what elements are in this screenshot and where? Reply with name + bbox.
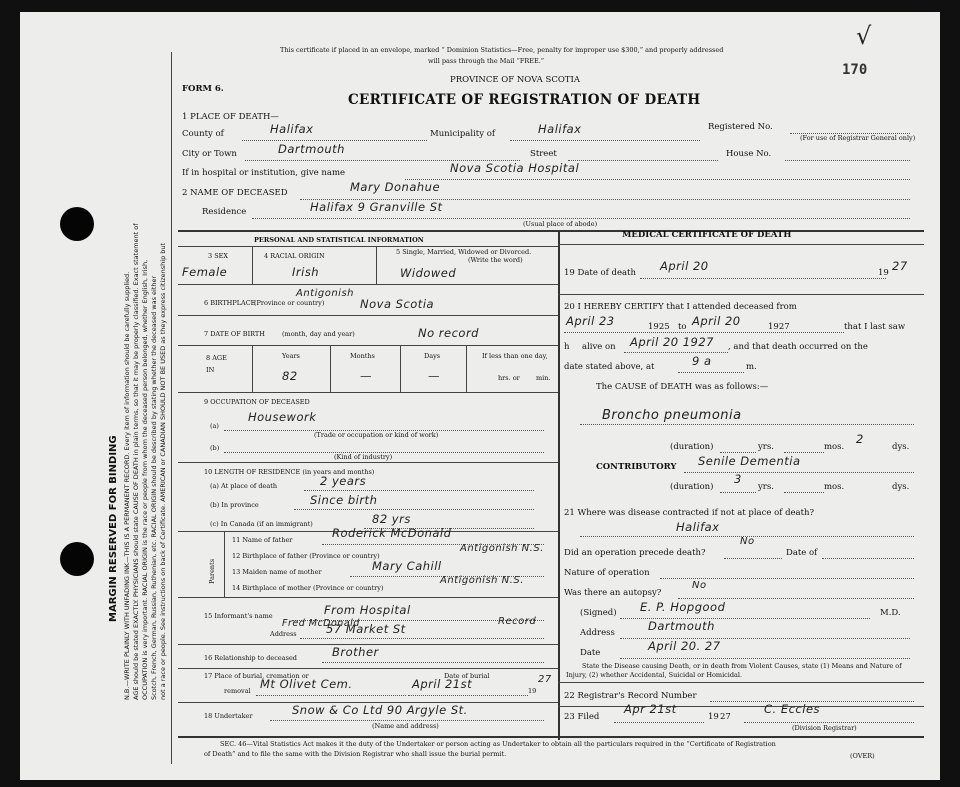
nature-of-operation-label: Nature of operation bbox=[564, 568, 650, 578]
residence-label: Residence bbox=[202, 207, 247, 217]
md-label: M.D. bbox=[880, 608, 901, 618]
mother-birthplace-value: Antigonish N.S. bbox=[440, 575, 524, 586]
filed-year-prefix: 19 bbox=[708, 712, 719, 722]
burial-line bbox=[256, 695, 406, 696]
personal-info-header: PERSONAL AND STATISTICAL INFORMATION bbox=[254, 236, 424, 244]
length-of-residence-label: 10 LENGTH OF RESIDENCE (in years and months) bbox=[204, 468, 375, 476]
occupation-trade-note: (Trade or occupation or kind of work) bbox=[314, 431, 439, 439]
attended-to-year: 1927 bbox=[768, 322, 790, 332]
operation-date-line bbox=[822, 558, 914, 559]
certificate-number: 170 bbox=[842, 62, 868, 78]
house-no-label: House No. bbox=[726, 149, 772, 159]
father-birthplace-value: Antigonish N.S. bbox=[460, 543, 544, 554]
alive-on-line bbox=[624, 352, 728, 353]
rule bbox=[252, 246, 253, 284]
contributory-label: CONTRIBUTORY bbox=[596, 462, 677, 472]
contributory-line bbox=[684, 472, 914, 473]
informant-label: 15 Informant's name bbox=[204, 612, 273, 620]
contrib-mos-line bbox=[784, 492, 824, 493]
date-of-death-label: 19 Date of death bbox=[564, 268, 636, 278]
informant-extra: Fred McDonald bbox=[282, 618, 360, 629]
burial-date-value: April 21st bbox=[412, 677, 473, 691]
date-of-death-year: 27 bbox=[892, 259, 908, 273]
contrib-yrs-label: yrs. bbox=[758, 482, 774, 492]
racial-origin-value: Irish bbox=[292, 265, 320, 279]
hospital-value: Nova Scotia Hospital bbox=[450, 161, 580, 175]
operation-line bbox=[724, 558, 782, 559]
house-no-line bbox=[785, 160, 910, 161]
occupation-a-value: Housework bbox=[248, 410, 317, 424]
cause-of-death-value: Broncho pneumonia bbox=[602, 408, 742, 423]
rule bbox=[558, 706, 924, 707]
residence-b-value: Since birth bbox=[310, 493, 378, 507]
attended-to-label: to bbox=[678, 322, 687, 332]
contrib-dys-label: dys. bbox=[892, 482, 910, 492]
sex-value: Female bbox=[182, 265, 228, 279]
hospital-label: If in hospital or institution, give name bbox=[182, 168, 346, 178]
burial-year-value: 27 bbox=[538, 674, 552, 685]
margin-note-line: not a race or people. See instructions on back of Certificate. AMERICAN or CANADIAN SHOULD NOT BE USED as they express citizenship but bbox=[159, 242, 167, 700]
residence-a-line bbox=[304, 490, 534, 491]
dob-value: No record bbox=[418, 326, 479, 340]
contrib-mos-label: mos. bbox=[824, 482, 845, 492]
registrar-record-label: 22 Registrar's Record Number bbox=[564, 691, 697, 701]
burial-label: 17 Place of burial, cremation or bbox=[204, 672, 309, 680]
attended-from-year: 1925 bbox=[648, 322, 670, 332]
residence-b-label: (b) In province bbox=[210, 501, 259, 509]
place-of-death-label: 1 PLACE OF DEATH— bbox=[182, 112, 279, 122]
margin-binding-label: MARGIN RESERVED FOR BINDING bbox=[108, 435, 119, 622]
contrib-duration-yrs: 3 bbox=[734, 472, 742, 486]
rule bbox=[178, 668, 558, 669]
informant-address-line bbox=[300, 638, 544, 639]
filed-label: 23 Filed bbox=[564, 712, 600, 722]
over-label: (OVER) bbox=[850, 752, 875, 760]
rule bbox=[178, 284, 558, 285]
undertaker-value: Snow & Co Ltd 90 Argyle St. bbox=[292, 703, 468, 717]
nature-line bbox=[660, 578, 914, 579]
undertaker-label: 18 Undertaker bbox=[204, 712, 253, 720]
date-of-death-value: April 20 bbox=[660, 259, 709, 273]
margin-note-line: N.B.—WRITE PLAINLY WITH UNFADING INK—THIS IS A PERMANENT RECORD. Every item of information should be carefully supplied. bbox=[123, 271, 131, 700]
undertaker-line bbox=[270, 720, 544, 721]
rule bbox=[558, 244, 924, 245]
medical-certificate-header: MEDICAL CERTIFICATE OF DEATH bbox=[622, 230, 792, 240]
age-days-value: — bbox=[428, 369, 440, 383]
county-label: County of bbox=[182, 129, 224, 139]
occupation-industry-note: (Kind of industry) bbox=[334, 453, 393, 461]
registered-no-label: Registered No. bbox=[708, 122, 773, 132]
rule bbox=[178, 462, 558, 463]
cause-mos-label: mos. bbox=[824, 442, 845, 452]
sex-label: 3 SEX bbox=[208, 252, 229, 260]
rule bbox=[252, 345, 253, 392]
burial-label-removal: removal bbox=[224, 687, 251, 695]
rule bbox=[400, 345, 401, 392]
informant-address-extra: Record bbox=[498, 616, 537, 627]
mail-note-2: will pass through the Mail “FREE.” bbox=[428, 57, 545, 65]
father-birthplace-label: 12 Birthplace of father (Province or country) bbox=[232, 552, 380, 560]
cause-duration-mos: 2 bbox=[856, 432, 864, 446]
age-label: 8 AGE IN bbox=[206, 354, 227, 374]
q21-label: 21 Where was disease contracted if not at place of death? bbox=[564, 508, 815, 518]
division-registrar-line bbox=[744, 722, 914, 723]
cause-mos-line bbox=[784, 452, 824, 453]
last-saw-label: that I last saw bbox=[844, 322, 906, 332]
margin-note-line: AGE should be stated EXACTLY. PHYSICIANS should state CAUSE OF DEATH in plain terms, so that it may be properly classified. Exact statement of bbox=[132, 223, 140, 700]
sec46-note-2: of Death” and to file the same with the Division Registrar who shall issue the burial permit. bbox=[204, 750, 507, 758]
age-months-value: — bbox=[360, 369, 372, 383]
hospital-line bbox=[405, 179, 910, 180]
city-value: Dartmouth bbox=[278, 142, 345, 156]
min-label: min. bbox=[536, 374, 551, 382]
attended-line bbox=[564, 332, 844, 333]
informant-address-label: Address bbox=[270, 630, 297, 638]
center-divider bbox=[558, 230, 560, 740]
rule bbox=[330, 345, 331, 392]
time-line bbox=[678, 372, 744, 373]
cause-line bbox=[580, 424, 914, 425]
contrib-duration-label: (duration) bbox=[670, 482, 714, 492]
hrs-label: hrs. or bbox=[498, 374, 520, 382]
age-years-value: 82 bbox=[282, 369, 298, 383]
relationship-line bbox=[322, 662, 544, 663]
margin-divider bbox=[171, 52, 172, 764]
table-top-rule bbox=[178, 230, 924, 232]
rule bbox=[178, 597, 558, 598]
burial-date-line bbox=[408, 695, 528, 696]
name-of-deceased-label: 2 NAME OF DECEASED bbox=[182, 188, 288, 198]
binder-hole-bottom bbox=[60, 542, 94, 576]
undertaker-note: (Name and address) bbox=[372, 722, 439, 730]
contrib-yrs-line bbox=[720, 492, 756, 493]
date-of-death-year-prefix: 19 bbox=[878, 268, 889, 278]
sec46-note: SEC. 46—Vital Statistics Act makes it the duty of the Undertaker or person acting as Undertaker to obtain all the particulars required in the “Certificate of Registration bbox=[220, 740, 776, 748]
residence-b-line bbox=[294, 509, 534, 510]
street-label: Street bbox=[530, 149, 557, 159]
signed-label: (Signed) bbox=[580, 608, 617, 618]
rule bbox=[558, 294, 924, 295]
physician-date-value: April 20. 27 bbox=[648, 639, 721, 653]
date-stated-label: date stated above, at bbox=[564, 362, 655, 372]
city-label: City or Town bbox=[182, 149, 237, 159]
q21-value: Halifax bbox=[676, 520, 720, 534]
residence-line bbox=[252, 218, 910, 219]
m-label: m. bbox=[746, 362, 757, 372]
rule bbox=[178, 246, 558, 247]
binder-hole-top bbox=[60, 207, 94, 241]
county-value: Halifax bbox=[270, 122, 314, 136]
dob-note: (month, day and year) bbox=[282, 330, 355, 338]
relationship-label: 16 Relationship to deceased bbox=[204, 654, 297, 662]
marital-value: Widowed bbox=[400, 266, 457, 280]
months-label: Months bbox=[350, 352, 375, 360]
filed-line bbox=[614, 722, 704, 723]
rule bbox=[376, 246, 377, 284]
contributory-value: Senile Dementia bbox=[698, 454, 801, 468]
birthplace-extra: Antigonish bbox=[296, 288, 355, 299]
form-number: FORM 6. bbox=[182, 84, 224, 94]
residence-c-label: (c) In Canada (if an immigrant) bbox=[210, 520, 313, 528]
years-label: Years bbox=[282, 352, 300, 360]
birthplace-value: Nova Scotia bbox=[360, 297, 435, 311]
mother-name-value: Mary Cahill bbox=[372, 559, 442, 573]
street-line bbox=[568, 160, 718, 161]
check-mark-icon: √ bbox=[856, 22, 872, 50]
residence-c-value: 82 yrs bbox=[372, 512, 411, 526]
occupation-b-label: (b) bbox=[210, 444, 220, 452]
attended-to-value: April 20 bbox=[692, 314, 741, 328]
residence-a-value: 2 years bbox=[320, 474, 367, 488]
disease-note: State the Disease causing Death, or in death from Violent Causes, state (1) Means and Nature of bbox=[582, 662, 902, 670]
burial-date-label: Date of burial bbox=[444, 672, 490, 680]
relationship-value: Brother bbox=[332, 645, 379, 659]
birthplace-note: (Province or country) bbox=[254, 299, 325, 307]
certificate-title: CERTIFICATE OF REGISTRATION OF DEATH bbox=[348, 92, 701, 108]
racial-origin-label: 4 RACIAL ORIGIN bbox=[264, 252, 325, 260]
burial-year-prefix: 19 bbox=[528, 687, 537, 695]
dob-label: 7 DATE OF BIRTH bbox=[204, 330, 265, 338]
mother-birthplace-label: 14 Birthplace of mother (Province or country) bbox=[232, 584, 384, 592]
rule bbox=[178, 392, 558, 393]
parents-label: Parents bbox=[208, 558, 216, 584]
margin-note-line: OCCUPATION is very important. RACIAL ORIGIN is the race or people from whom the deceased person belonged, whether English, Irish, bbox=[141, 259, 149, 700]
rule bbox=[466, 345, 467, 392]
division-registrar-note: (Division Registrar) bbox=[792, 724, 857, 732]
physician-date-label: Date bbox=[580, 648, 601, 658]
margin-note-line: Scotch, French, German, Russian, Ruthenian, etc. RACIAL ORIGIN should be described by stating whether the deceased was either bbox=[150, 275, 158, 700]
informant-address-value: 57 Market St bbox=[326, 622, 406, 636]
alive-on-label: alive on bbox=[582, 342, 616, 352]
deceased-name-value: Mary Donahue bbox=[350, 180, 441, 194]
mail-note: This certificate if placed in an envelope, marked “ Dominion Statistics—Free, penalty for improper use $300,” and properly addressed bbox=[280, 46, 724, 54]
autopsy-value: No bbox=[692, 580, 707, 591]
attended-from-value: April 23 bbox=[566, 314, 615, 328]
rule bbox=[178, 345, 558, 346]
filed-year-value: 27 bbox=[720, 712, 731, 722]
residence-value: Halifax 9 Granville St bbox=[310, 200, 443, 214]
municipality-line bbox=[510, 140, 700, 141]
autopsy-line bbox=[678, 598, 914, 599]
municipality-value: Halifax bbox=[538, 122, 582, 136]
certify-label: 20 I HEREBY CERTIFY that I attended deceased from bbox=[564, 302, 797, 312]
marital-label: 5 Single, Married, Widowed or Divorced. bbox=[396, 248, 532, 256]
registrar-note: (For use of Registrar General only) bbox=[800, 134, 916, 142]
date-of-death-line bbox=[640, 278, 886, 279]
physician-address-value: Dartmouth bbox=[648, 619, 715, 633]
cause-yrs-line bbox=[720, 452, 756, 453]
physician-address-label: Address bbox=[580, 628, 615, 638]
municipality-label: Municipality of bbox=[430, 129, 495, 139]
filed-date-value: Apr 21st bbox=[624, 702, 677, 716]
occupation-a-label: (a) bbox=[210, 422, 219, 430]
province-label: PROVINCE OF NOVA SCOTIA bbox=[450, 75, 580, 85]
cause-duration-label: (duration) bbox=[670, 442, 714, 452]
father-name-label: 11 Name of father bbox=[232, 536, 293, 544]
rule bbox=[224, 531, 225, 597]
certificate-sheet bbox=[20, 12, 940, 780]
cause-dys-label: dys. bbox=[892, 442, 910, 452]
county-line bbox=[242, 140, 427, 141]
cause-of-death-label: The CAUSE of DEATH was as follows:— bbox=[596, 382, 769, 392]
father-name-value: Roderick McDonald bbox=[332, 526, 452, 540]
operation-value: No bbox=[740, 536, 755, 547]
division-registrar-signature: C. Eccles bbox=[764, 702, 821, 716]
h-label: h bbox=[564, 342, 570, 352]
death-occurred-label: , and that death occurred on the bbox=[728, 342, 868, 352]
operation-label: Did an operation precede death? bbox=[564, 548, 706, 558]
operation-date-label: Date of bbox=[786, 548, 818, 558]
physician-signature: E. P. Hopgood bbox=[640, 600, 726, 614]
alive-on-value: April 20 1927 bbox=[630, 335, 714, 349]
disease-note-2: Injury, (2) whether Accidental, Suicidal or Homicidal. bbox=[566, 671, 743, 679]
autopsy-label: Was there an autopsy? bbox=[564, 588, 662, 598]
physician-date-line bbox=[620, 658, 910, 659]
less-than-day-label: If less than one day, bbox=[482, 352, 548, 360]
rule bbox=[558, 682, 924, 683]
informant-value: From Hospital bbox=[324, 603, 411, 617]
days-label: Days bbox=[424, 352, 441, 360]
abode-note: (Usual place of abode) bbox=[523, 220, 598, 228]
marital-note: (Write the word) bbox=[468, 256, 523, 264]
residence-a-label: (a) At place of death bbox=[210, 482, 278, 490]
mother-name-label: 13 Maiden name of mother bbox=[232, 568, 322, 576]
time-of-death-value: 9 a bbox=[692, 354, 712, 368]
rule bbox=[178, 315, 558, 316]
birthplace-label: 6 BIRTHPLACE bbox=[204, 299, 256, 307]
table-bottom-rule bbox=[178, 736, 924, 738]
burial-place-value: Mt Olivet Cem. bbox=[260, 677, 353, 691]
cause-yrs-label: yrs. bbox=[758, 442, 774, 452]
occupation-label: 9 OCCUPATION OF DECEASED bbox=[204, 398, 310, 406]
